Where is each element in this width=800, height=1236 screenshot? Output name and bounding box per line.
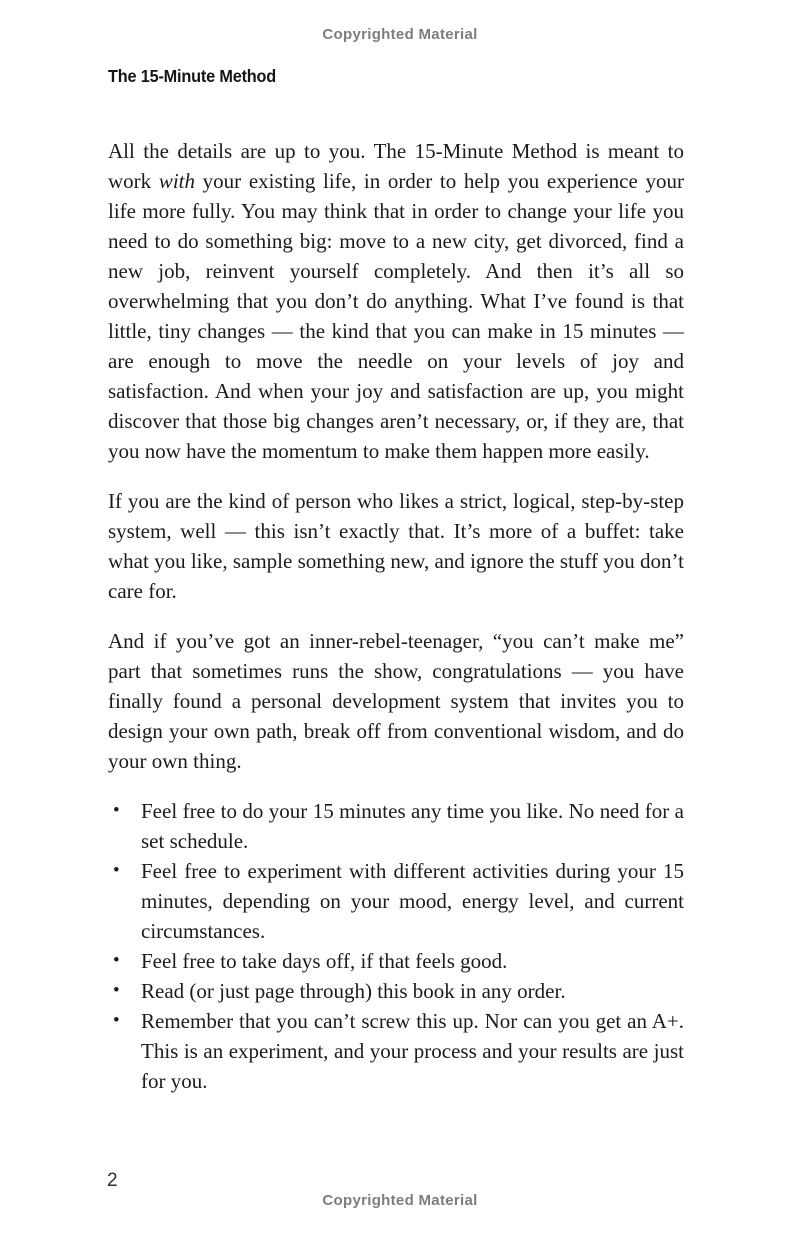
paragraph-1-italic-word: with (158, 169, 196, 193)
bullet-icon: • (113, 980, 120, 1001)
list-item-text: Feel free to do your 15 minutes any time you like. No need for a set schedule. (141, 799, 684, 853)
bullet-list (108, 796, 684, 1096)
list-item (108, 1006, 684, 1096)
page-body (108, 136, 684, 1096)
bullet-icon: • (113, 1010, 120, 1031)
list-item-text: Feel free to experiment with different activities during your 15 minutes, depending on your mood, energy level, and current circumstances. (141, 859, 684, 943)
page-number: 2 (107, 1170, 118, 1191)
copyright-notice-bottom: Copyrighted Material (322, 1192, 478, 1209)
copyright-notice-top: Copyrighted Material (322, 26, 478, 43)
bullet-icon: • (113, 860, 120, 881)
paragraph-2: If you are the kind of person who likes a strict, logical, step-by-step system, well — this isn’t exactly that. It’s more of a buffet: take what you like, sample something new, and ignore the stuff you don’t care for. (108, 489, 684, 603)
list-item-text: Remember that you can’t screw this up. Nor can you get an A+. This is an experiment, and your process and your results are just for you. (141, 1009, 684, 1093)
paragraph-1-text-a: All the details are up to you. The 15-Minute Method is meant to work (108, 139, 684, 193)
running-head-title: The 15-Minute Method (108, 66, 277, 86)
list-item (108, 946, 684, 976)
bullet-icon: • (113, 950, 120, 971)
list-item (108, 856, 684, 946)
paragraph-1 (108, 136, 684, 466)
bullet-icon: • (113, 800, 120, 821)
list-item (108, 976, 684, 1006)
list-item-text: Read (or just page through) this book in any order. (141, 979, 566, 1003)
paragraph-3: And if you’ve got an inner-rebel-teenager, “you can’t make me” part that sometimes runs the show, congratulations — you have finally found a personal development system that invites you to design your own path, break off from conventional wisdom, and do your own thing. (108, 629, 684, 773)
paragraph-1-text-b: your existing life, in order to help you experience your life more fully. You may think that in order to change your life you need to do something big: move to a new city, get divorced, find a new job, reinvent yourself completely. And then it’s all so overwhelming that you don’t do anything. What I’ve found is that little, tiny changes — the kind that you can make in 15 minutes — are enough to move the needle on your levels of joy and satisfaction. And when your joy and satisfaction are up, you might discover that those big changes aren’t necessary, or, if they are, that you now have the momentum to make them happen more easily. (108, 169, 684, 463)
list-item (108, 796, 684, 856)
list-item-text: Feel free to take days off, if that feels good. (141, 949, 508, 973)
